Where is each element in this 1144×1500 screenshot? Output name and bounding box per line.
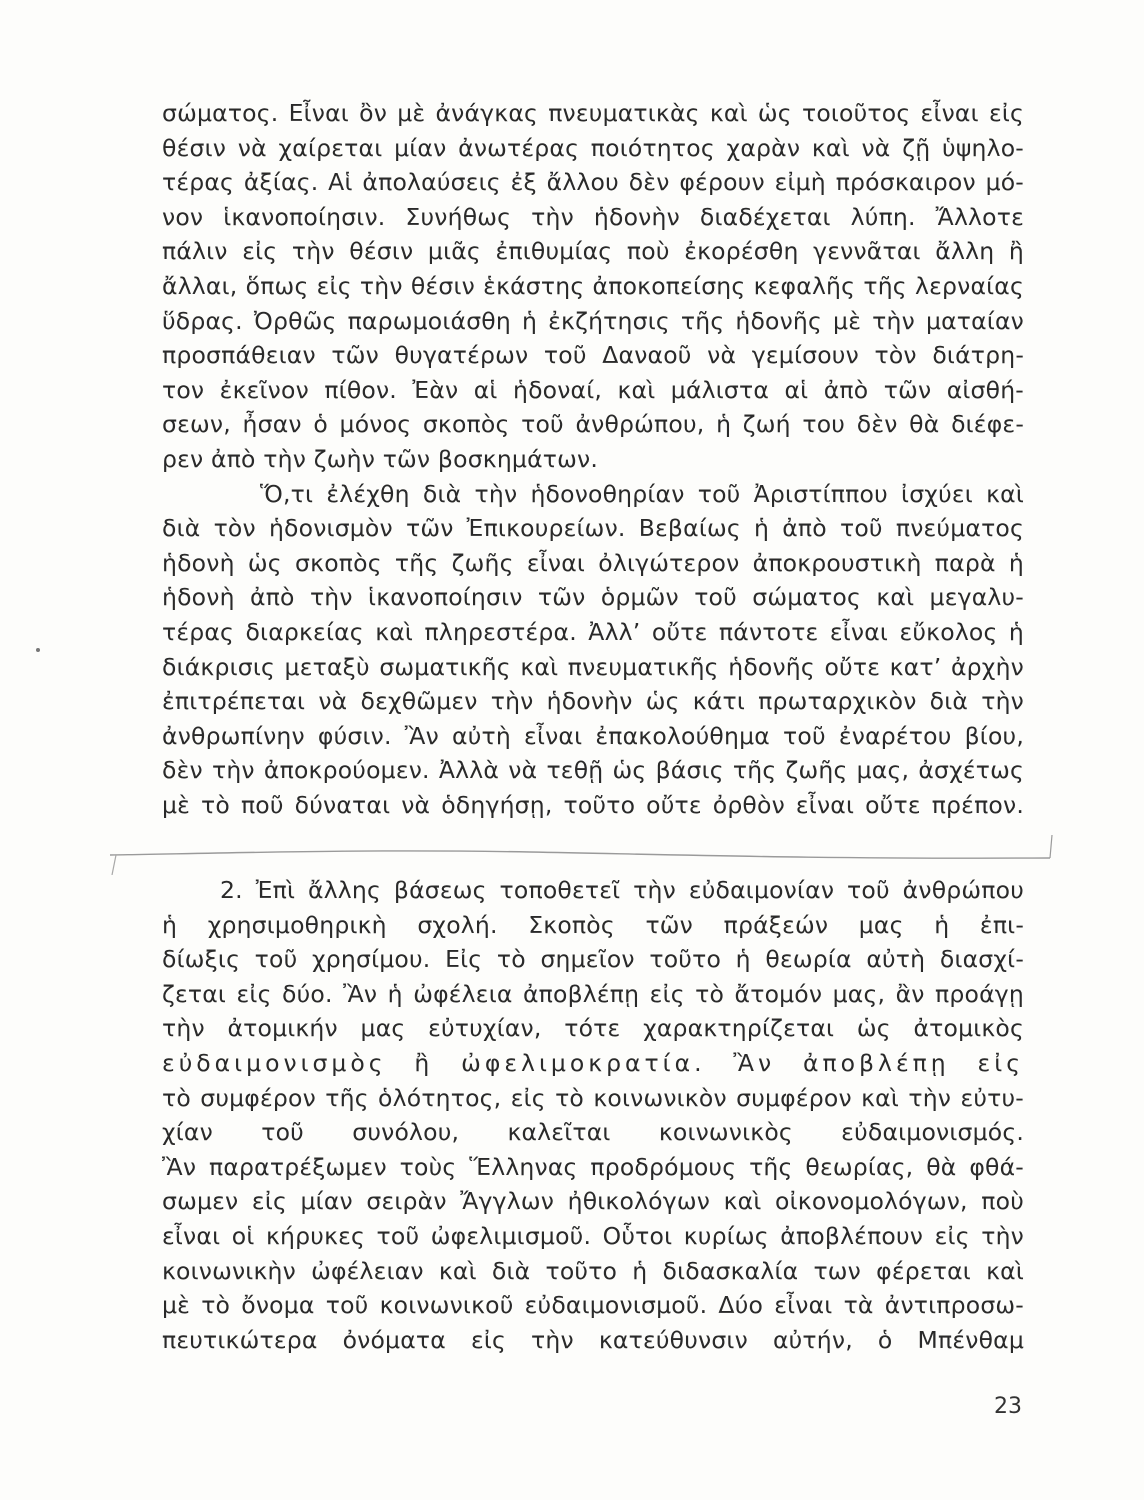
text-line: προσπάθειαν τῶν θυγατέρων τοῦ Δαναοῦ νὰ γεμίσουν τὸν διάτρη-	[162, 341, 1024, 370]
text-line: πάλιν εἰς τὴν θέσιν μιᾶς ἐπιθυμίας ποὺ ἐκορέσθη γεννᾶται ἄλλη ἢ	[162, 237, 1024, 266]
text-line: εὐδαιμονισμὸς ἢ ὠφελιμοκρατία. Ἂν ἀποβλέπῃ εἰς	[162, 1048, 1024, 1077]
paragraph-start-line: 2. Ἐπὶ ἄλλης βάσεως τοποθετεῖ τὴν εὐδαιμονίαν τοῦ ἀνθρώπου	[220, 876, 1024, 904]
text-line: εἶναι οἱ κήρυκες τοῦ ὠφελιμισμοῦ. Οὗτοι κυρίως ἀποβλέπουν εἰς τὴν	[162, 1221, 1024, 1250]
text-line: ἡ χρησιμοθηρικὴ σχολή. Σκοπὸς τῶν πράξεών μας ἡ ἐπι-	[162, 910, 1024, 939]
text-line: Ἂν παρατρέξωμεν τοὺς Ἕλληνας προδρόμους τῆς θεωρίας, θὰ φθά-	[162, 1152, 1024, 1181]
text-line: κοινωνικὴν ὠφέλειαν καὶ διὰ τοῦτο ἡ διδασκαλία των φέρεται καὶ	[162, 1256, 1024, 1285]
text-line: νον ἱκανοποίησιν. Συνήθως τὴν ἡδονὴν διαδέχεται λύπη. Ἄλλοτε	[162, 202, 1024, 231]
text-line: ἄλλαι, ὅπως εἰς τὴν θέσιν ἑκάστης ἀποκοπείσης κεφαλῆς τῆς λερναίας	[162, 271, 1024, 300]
text-line: σεων, ἦσαν ὁ μόνος σκοπὸς τοῦ ἀνθρώπου, ἡ ζωή του δὲν θὰ διέφε-	[162, 410, 1024, 439]
text-line: τέρας διαρκείας καὶ πληρεστέρα. Ἀλλ’ οὔτε πάντοτε εἶναι εὔκολος ἡ	[162, 617, 1024, 646]
paragraph-start-line: Ὅ,τι ἐλέχθη διὰ τὴν ἡδονοθηρίαν τοῦ Ἀριστίππου ἰσχύει καὶ	[260, 479, 1024, 508]
text-line: ἐπιτρέπεται νὰ δεχθῶμεν τὴν ἡδονὴν ὡς κάτι πρωταρχικὸν διὰ τὴν	[162, 687, 1024, 716]
text-line: διὰ τὸν ἡδονισμὸν τῶν Ἐπικουρείων. Βεβαίως ἡ ἀπὸ τοῦ πνεύματος	[162, 514, 1024, 543]
page-number: 23	[994, 1394, 1022, 1419]
text-section-2	[162, 873, 1024, 1357]
paper-cut-edge	[110, 835, 1055, 875]
text-line: τον ἐκεῖνον πίθον. Ἐὰν αἱ ἡδοναί, καὶ μάλιστα αἱ ἀπὸ τῶν αἰσθή-	[162, 375, 1024, 404]
scan-speck	[36, 648, 40, 652]
text-line: μὲ τὸ ὄνομα τοῦ κοινωνικοῦ εὐδαιμονισμοῦ. Δύο εἶναι τὰ ἀντιπροσω-	[162, 1291, 1024, 1320]
text-line: σωμεν εἰς μίαν σειρὰν Ἄγγλων ἠθικολόγων καὶ οἰκονομολόγων, ποὺ	[162, 1187, 1024, 1216]
text-line: ὕδρας. Ὀρθῶς παρωμοιάσθη ἡ ἐκζήτησις τῆς ἡδονῆς μὲ τὴν ματαίαν	[162, 306, 1024, 335]
text-line: σώματος. Εἶναι ὂν μὲ ἀνάγκας πνευματικὰς καὶ ὡς τοιοῦτος εἶναι εἰς	[162, 99, 1024, 127]
text-line: ἀνθρωπίνην φύσιν. Ἂν αὐτὴ εἶναι ἐπακολούθημα τοῦ ἐναρέτου βίου,	[162, 721, 1024, 750]
text-line: ρεν ἀπὸ τὴν ζωὴν τῶν βοσκημάτων.	[162, 444, 598, 473]
text-line: δίωξις τοῦ χρησίμου. Εἰς τὸ σημεῖον τοῦτο ἡ θεωρία αὐτὴ διασχί-	[162, 945, 1024, 974]
text-line: πευτικώτερα ὀνόματα εἰς τὴν κατεύθυνσιν αὐτήν, ὁ Μπένθαμ	[162, 1325, 1024, 1354]
text-line: ζεται εἰς δύο. Ἂν ἡ ὠφέλεια ἀποβλέπῃ εἰς τὸ ἄτομόν μας, ἂν προάγῃ	[162, 979, 1024, 1008]
text-section-1	[162, 96, 1024, 822]
text-line: χίαν τοῦ συνόλου, καλεῖται κοινωνικὸς εὐδαιμονισμός.	[162, 1118, 1024, 1147]
text-line: ἡδονὴ ὡς σκοπὸς τῆς ζωῆς εἶναι ὀλιγώτερον ἀποκρουστικὴ παρὰ ἡ	[162, 548, 1024, 577]
text-line: τέρας ἀξίας. Αἱ ἀπολαύσεις ἐξ ἄλλου δὲν φέρουν εἰμὴ πρόσκαιρον μό-	[162, 168, 1024, 197]
text-line: διάκρισις μεταξὺ σωματικῆς καὶ πνευματικῆς ἡδονῆς οὔτε κατ’ ἀρχὴν	[162, 652, 1024, 681]
text-line: τὴν ἀτομικήν μας εὐτυχίαν, τότε χαρακτηρίζεται ὡς ἀτομικὸς	[162, 1014, 1024, 1043]
text-line: ἡδονὴ ἀπὸ τὴν ἱκανοποίησιν τῶν ὁρμῶν τοῦ σώματος καὶ μεγαλυ-	[162, 583, 1024, 612]
text-line: δὲν τὴν ἀποκρούομεν. Ἀλλὰ νὰ τεθῇ ὡς βάσις τῆς ζωῆς μας, ἀσχέτως	[162, 756, 1024, 785]
text-line: τὸ συμφέρον τῆς ὁλότητος, εἰς τὸ κοινωνικὸν συμφέρον καὶ τὴν εὐτυ-	[162, 1083, 1024, 1112]
text-line: μὲ τὸ ποῦ δύναται νὰ ὁδηγήσῃ, τοῦτο οὔτε ὀρθὸν εἶναι οὔτε πρέπον.	[162, 790, 1024, 819]
text-line: θέσιν νὰ χαίρεται μίαν ἀνωτέρας ποιότητος χαρὰν καὶ νὰ ζῇ ὑψηλο-	[162, 133, 1024, 162]
